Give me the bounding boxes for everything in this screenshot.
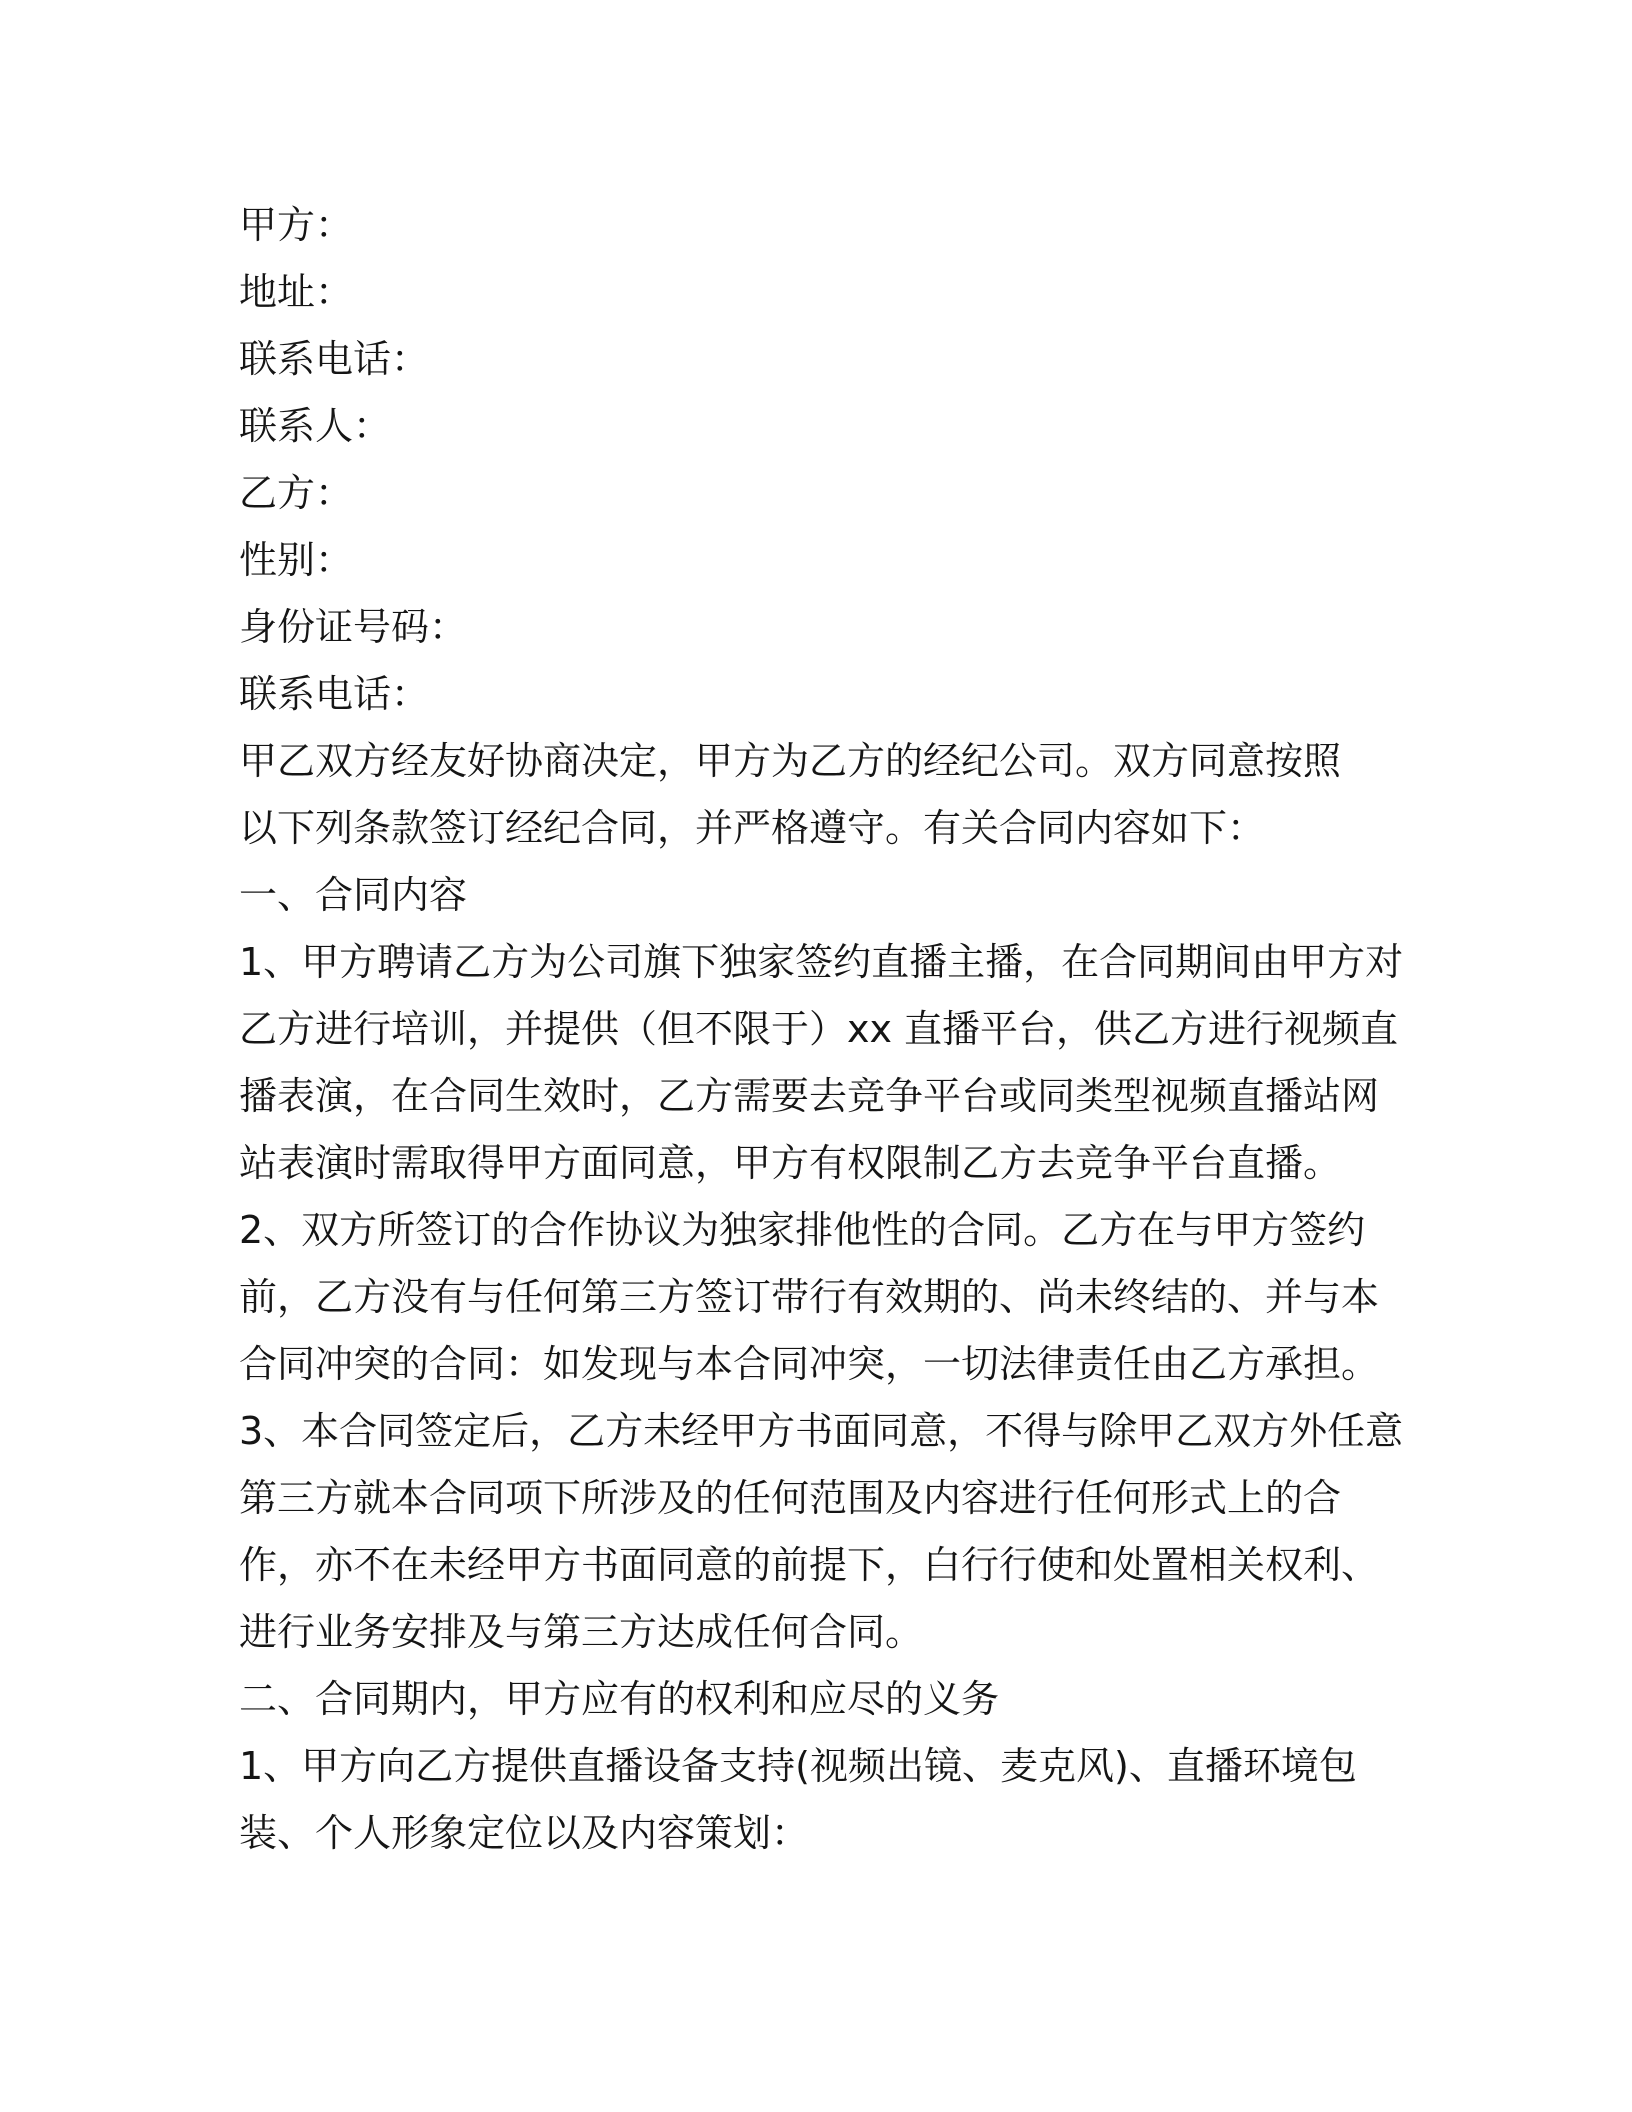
- preamble-line: 甲乙双方经友好协商决定，甲方为乙方的经纪公司。双方同意按照: [239, 739, 1342, 783]
- clause-line: 2、双方所签订的合作协议为独家排他性的合同。乙方在与甲方签约: [239, 1208, 1366, 1252]
- party-a-phone-label: 联系电话：: [239, 337, 430, 381]
- party-a-label: 甲方：: [239, 203, 354, 247]
- section-heading: 一、合同内容: [239, 873, 468, 917]
- clause-line: 1、甲方向乙方提供直播设备支持(视频出镜、麦克风)、直播环境包: [239, 1744, 1357, 1788]
- contact-person-label: 联系人：: [239, 404, 392, 448]
- preamble-line: 以下列条款签订经纪合同，并严格遵守。有关合同内容如下：: [239, 806, 1266, 850]
- clause-line: 1、甲方聘请乙方为公司旗下独家签约直播主播，在合同期间由甲方对: [239, 940, 1404, 984]
- clause-line: 作，亦不在未经甲方书面同意的前提下，白行行使和处置相关权利、: [239, 1543, 1380, 1587]
- clause-line: 进行业务安排及与第三方达成任何合同。: [239, 1610, 924, 1654]
- clause-line: 3、本合同签定后，乙方未经甲方书面同意，不得与除甲乙双方外任意: [239, 1409, 1404, 1453]
- clause-line: 站表演时需取得甲方面同意，甲方有权限制乙方去竞争平台直播。: [239, 1141, 1342, 1185]
- party-b-phone-label: 联系电话：: [239, 672, 430, 716]
- clause-line: 前，乙方没有与任何第三方签订带行有效期的、尚未终结的、并与本: [239, 1275, 1380, 1319]
- address-label: 地址：: [239, 270, 354, 314]
- clause-line: 播表演，在合同生效时，乙方需要去竞争平台或同类型视频直播站网: [239, 1074, 1380, 1118]
- section-heading: 二、合同期内，甲方应有的权利和应尽的义务: [239, 1677, 1000, 1721]
- party-b-label: 乙方：: [239, 471, 354, 515]
- clause-line: 第三方就本合同项下所涉及的任何范围及内容进行任何形式上的合: [239, 1476, 1342, 1520]
- gender-label: 性别：: [239, 538, 354, 582]
- clause-line: 乙方进行培训，并提供（但不限于）xx 直播平台，供乙方进行视频直: [239, 1007, 1399, 1051]
- id-number-label: 身份证号码：: [239, 605, 468, 649]
- clause-line: 装、个人形象定位以及内容策划：: [239, 1811, 810, 1855]
- document-body: [239, 192, 1404, 1867]
- clause-line: 合同冲突的合同：如发现与本合同冲突，一切法律责任由乙方承担。: [239, 1342, 1380, 1386]
